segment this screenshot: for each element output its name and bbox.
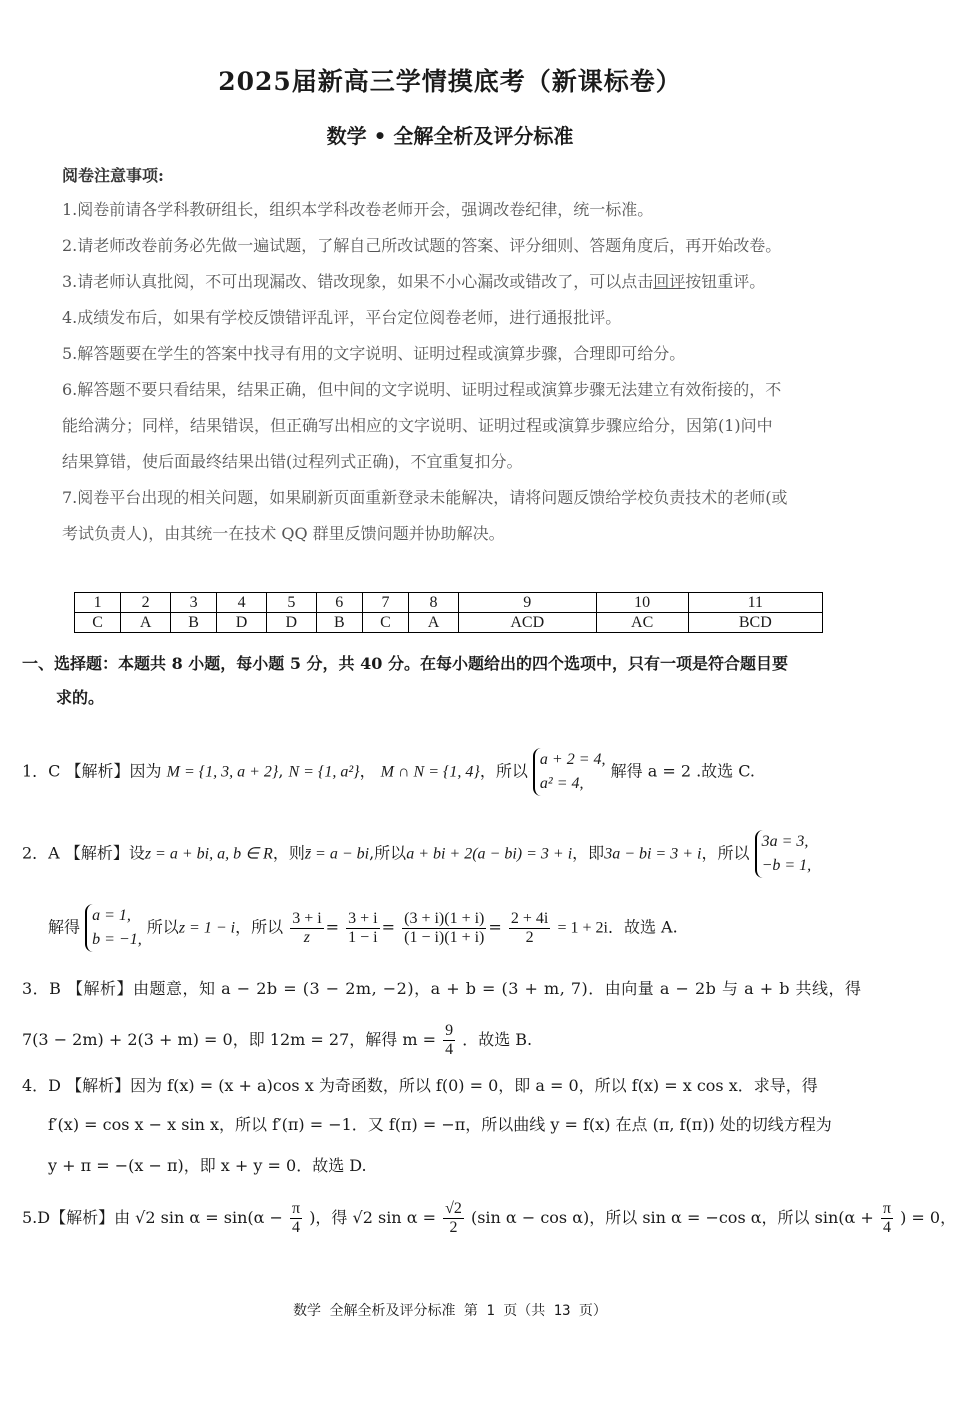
notice-list	[62, 192, 877, 552]
question-4-cont: f′(x) = cos x − x sin x，所以 f′(π) = −1．又 f(π) = −π，所以曲线 y = f(x) 在点 (π, f(π)) 处的切线方程为	[48, 1115, 832, 1134]
question-3: 3．B 【解析】由题意，知 a − 2b = (3 − 2m, −2)，a + b = (3 + m, 7)．由向量 a − 2b 与 a + b 共线，得	[22, 979, 862, 998]
table-cell: 1	[75, 593, 121, 613]
notice-item: 7.阅卷平台出现的相关问题，如果刷新页面重新登录未能解决，请将问题反馈给学校负责技术的老师(或	[62, 488, 788, 507]
notice-item: 6.解答题不要只看结果，结果正确，但中间的文字说明、证明过程或演算步骤无法建立有效衔接的，不	[62, 380, 782, 399]
page-footer: 数学 全解全析及评分标准 第 1 页（共 13 页）	[293, 1303, 607, 1319]
fraction: $\frac{\pi}{4}$	[882, 1200, 891, 1236]
fraction: $\frac{(3 + i)(1 + i)}{(1 - i)(1 + i)}$	[404, 909, 485, 946]
equation-system: a + 2 = 4, a² = 4,	[533, 748, 606, 796]
table-cell: 8	[409, 593, 459, 613]
notice-heading: 阅卷注意事项:	[62, 166, 164, 185]
notice-item: 4.成绩发布后，如果有学校反馈错评乱评，平台定位阅卷老师，进行通报批评。	[62, 308, 622, 327]
question-4: 4．D 【解析】因为 f(x) = (x + a)cos x 为奇函数，所以 f(0) = 0，即 a = 0，所以 f(x) = x cos x．求导，得	[22, 1076, 818, 1095]
review-link[interactable]: 回评	[653, 272, 686, 291]
fraction: $\frac{√2}{2}$	[445, 1200, 462, 1236]
table-cell: 3	[170, 593, 216, 613]
fraction: $\frac{9}{4}$	[445, 1022, 454, 1058]
table-cell: 7	[362, 593, 408, 613]
answer-table	[74, 592, 823, 633]
question-4-cont: y + π = −(x − π)，即 x + y = 0．故选 D.	[48, 1156, 367, 1175]
table-cell: BCD	[688, 613, 822, 633]
table-cell: C	[362, 613, 408, 633]
answer-table-numbers	[75, 593, 823, 613]
answer-table-answers	[75, 613, 823, 633]
question-2: 2．A 【解析】设z = a + bi, a, b ∈ R，则z̄ = a − bi,所以a + bi + 2(a − bi) = 3 + i，即3a − bi = 3 + i，所以 3a = 3, −b = 1,	[22, 830, 811, 878]
equation-system: a = 1, b = −1,	[85, 904, 142, 952]
fraction: $\frac{2 + 4i}{2}$	[510, 909, 549, 946]
table-cell: 4	[217, 593, 267, 613]
table-cell: 6	[316, 593, 362, 613]
table-cell: B	[316, 613, 362, 633]
question-2-cont: 解得 a = 1, b = −1, 所以z = 1 − i，所以 $\frac{3 + i}{z}$ = $\frac{3 + i}{1 - i}$ = $\frac{(3 + i)(1 + i)}{(1 - i)(1 + i)}$ = $\frac{2 + 4i}{2}$ = 1 + 2i．故选 A.	[48, 904, 678, 952]
question-5: 5.D【解析】由 √2 sin α = sin(α − $\frac{\pi}{4}$ )，得 √2 sin α = $\frac{√2}{2}$ (sin α − cos α)，所以 sin α = −cos α，所以 sin(α + $\frac{\pi}{4}$ ) = 0，	[22, 1200, 956, 1236]
table-cell: 2	[121, 593, 171, 613]
table-cell: 11	[688, 593, 822, 613]
section-heading: 一、选择题：本题共 8 小题，每小题 5 分，共 40 分。在每小题给出的四个选项中，只有一项是符合题目要 求的。	[22, 654, 788, 707]
fraction: $\frac{3 + i}{1 - i}$	[348, 909, 378, 946]
table-cell: D	[217, 613, 267, 633]
table-cell: AC	[596, 613, 688, 633]
table-cell: A	[121, 613, 171, 633]
notice-item: 能给满分；同样，结果错误，但正确写出相应的文字说明、证明过程或演算步骤应给分，因第(1)问中	[62, 416, 773, 435]
table-cell: B	[170, 613, 216, 633]
fraction: $\frac{\pi}{4}$	[292, 1200, 301, 1236]
table-cell: 9	[458, 593, 596, 613]
notice-item: 2.请老师改卷前务必先做一遍试题，了解自己所改试题的答案、评分细则、答题角度后，再开始改卷。	[62, 236, 782, 255]
equation-system: 3a = 3, −b = 1,	[755, 830, 812, 878]
table-cell: 5	[266, 593, 316, 613]
question-3-cont: 7(3 − 2m) + 2(3 + m) = 0，即 12m = 27，解得 m = $\frac{9}{4}$ ．故选 B.	[22, 1022, 533, 1058]
table-cell: ACD	[458, 613, 596, 633]
notice-item: 结果算错，使后面最终结果出错(过程列式正确)，不宜重复扣分。	[62, 452, 523, 471]
table-cell: D	[266, 613, 316, 633]
fraction: $\frac{3 + i}{z}$	[292, 909, 322, 946]
notice-item: 1.阅卷前请各学科教研组长，组织本学科改卷老师开会，强调改卷纪律，统一标准。	[62, 200, 654, 219]
table-cell: C	[75, 613, 121, 633]
notice-item: 3.请老师认真批阅，不可出现漏改、错改现象，如果不小心漏改或错改了，可以点击回评按钮重评。	[62, 272, 766, 291]
notice-item: 考试负责人)，由其统一在技术 QQ 群里反馈问题并协助解决。	[62, 524, 505, 543]
notice-item: 5.解答题要在学生的答案中找寻有用的文字说明、证明过程或演算步骤，合理即可给分。	[62, 344, 686, 363]
page-subtitle: 数学 • 全解全析及评分标准	[326, 124, 574, 148]
question-1: 1．C 【解析】因为 M = {1, 3, a + 2}, N = {1, a²}， M ∩ N = {1, 4}，所以 a + 2 = 4, a² = 4, 解得 a = 2 .故选 C.	[22, 748, 755, 796]
table-cell: A	[409, 613, 459, 633]
table-cell: 10	[596, 593, 688, 613]
page-title: 2025届新高三学情摸底考（新课标卷）	[218, 67, 682, 96]
